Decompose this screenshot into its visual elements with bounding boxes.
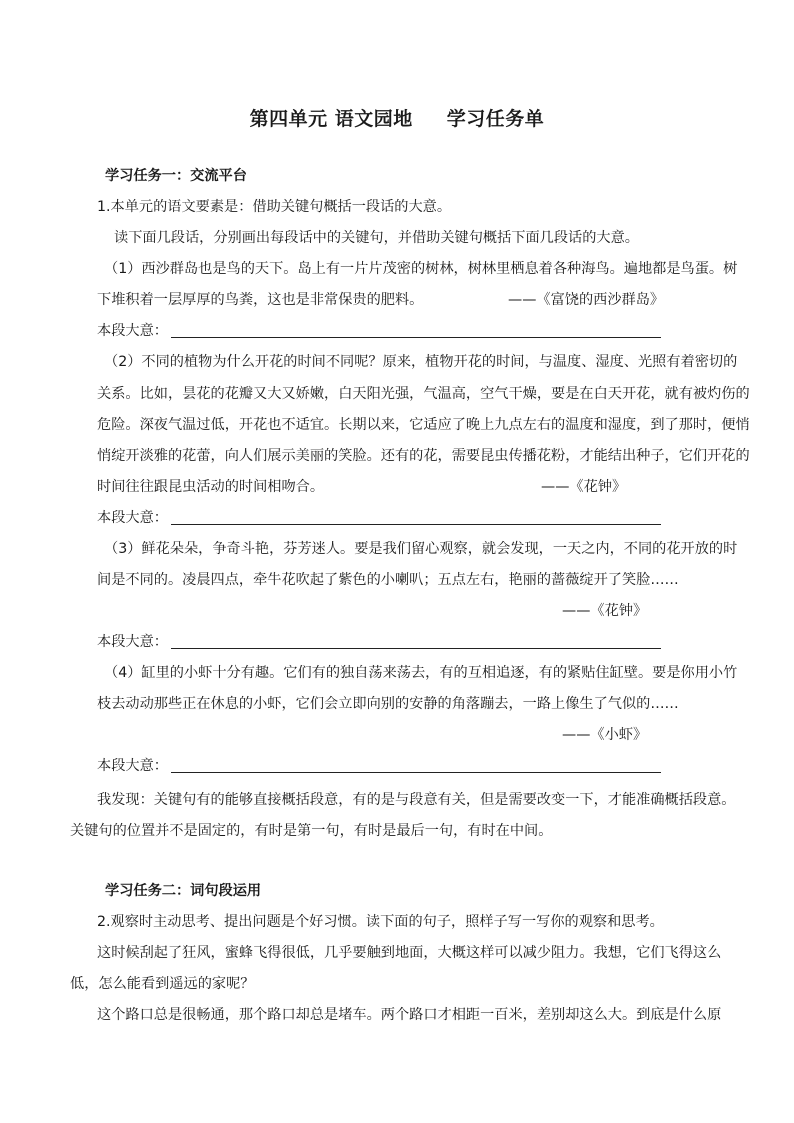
paragraph-1-line-2: 下堆积着一层厚厚的鸟粪，这也是非常保贵的肥料。	[97, 292, 424, 308]
example-1-line-2: 低，怎么能看到遥远的家呢？	[70, 976, 255, 992]
paragraph-3-line-2: 间是不同的。凌晨四点，牵牛花吹起了紫色的小喇叭；五点左右，艳丽的蔷薇绽开了笑脸……	[97, 572, 679, 588]
paragraph-2-source: ——《花钟》	[541, 479, 627, 495]
task2-heading: 学习任务二：词句段运用	[105, 883, 262, 899]
summary-label-4: 本段大意：	[97, 758, 168, 774]
question-1: 1.本单元的语文要素是：借助关键句概括一段话的大意。	[97, 199, 452, 215]
summary-blank-2[interactable]	[171, 524, 661, 525]
example-1-line-1: 这时候刮起了狂风，蜜蜂飞得很低，几乎要触到地面，大概这样可以减少阻力。我想，它们飞得这么	[97, 945, 722, 961]
paragraph-2-line-2: 关系。比如，昙花的花瓣又大又娇嫩，白天阳光强，气温高，空气干燥，要是在白天开花，就有被灼伤的	[97, 386, 750, 402]
summary-label-1: 本段大意：	[97, 323, 168, 339]
task1-heading: 学习任务一：交流平台	[105, 168, 247, 184]
paragraph-1-line-1: （1）西沙群岛也是鸟的天下。岛上有一片片茂密的树林，树林里栖息着各种海鸟。遍地都是鸟蛋。树	[104, 261, 738, 277]
paragraph-4-source: ——《小虾》	[562, 727, 648, 743]
summary-label-2: 本段大意：	[97, 510, 168, 526]
paragraph-2-line-1: （2）不同的植物为什么开花的时间不同呢？原来，植物开花的时间，与温度、湿度、光照有着密切的	[104, 354, 738, 370]
task-sheet-title: 学习任务单	[446, 108, 545, 130]
summary-blank-1[interactable]	[171, 337, 661, 338]
summary-label-3: 本段大意：	[97, 634, 168, 650]
instruction-text: 读下面几段话，分别画出每段话中的关键句，并借助关键句概括下面几段话的大意。	[114, 230, 639, 246]
paragraph-2-line-4: 悄绽开淡雅的花蕾，向人们展示美丽的笑脸。还有的花，需要昆虫传播花粉，才能结出种子，它们开花的	[97, 448, 750, 464]
paragraph-2-line-3: 危险。深夜气温过低，开花也不适宜。长期以来，它适应了晚上九点左右的温度和湿度，到了那时，便悄	[97, 417, 750, 433]
question-2: 2.观察时主动思考、提出问题是个好习惯。读下面的句子，照样子写一写你的观察和思考。	[97, 914, 664, 930]
paragraph-4-line-1: （4）缸里的小虾十分有趣。它们有的独自荡来荡去，有的互相追逐，有的紧贴住缸壁。要是你用小竹	[104, 665, 738, 681]
discovery-line-1: 我发现：关键句有的能够直接概括段意，有的是与段意有关，但是需要改变一下，才能准确概括段意。	[97, 792, 736, 808]
paragraph-2-line-5: 时间往往跟昆虫活动的时间相吻合。	[97, 479, 325, 495]
example-2-line-1: 这个路口总是很畅通，那个路口却总是堵车。两个路口才相距一百米，差别却这么大。到底是什么原	[97, 1007, 722, 1023]
summary-blank-3[interactable]	[171, 648, 661, 649]
unit-title: 第四单元 语文园地	[249, 108, 413, 130]
paragraph-1-source: ——《富饶的西沙群岛》	[508, 292, 665, 308]
paragraph-3-line-1: （3）鲜花朵朵，争奇斗艳，芬芳迷人。要是我们留心观察，就会发现，一天之内，不同的花开放的时	[104, 541, 738, 557]
discovery-line-2: 关键句的位置并不是固定的，有时是第一句，有时是最后一句，有时在中间。	[70, 823, 553, 839]
paragraph-4-line-2: 枝去动动那些正在休息的小虾，它们会立即向别的安静的角落蹦去，一路上像生了气似的……	[97, 696, 679, 712]
page-title	[0, 104, 794, 131]
summary-blank-4[interactable]	[171, 772, 661, 773]
paragraph-3-source: ——《花钟》	[562, 603, 648, 619]
